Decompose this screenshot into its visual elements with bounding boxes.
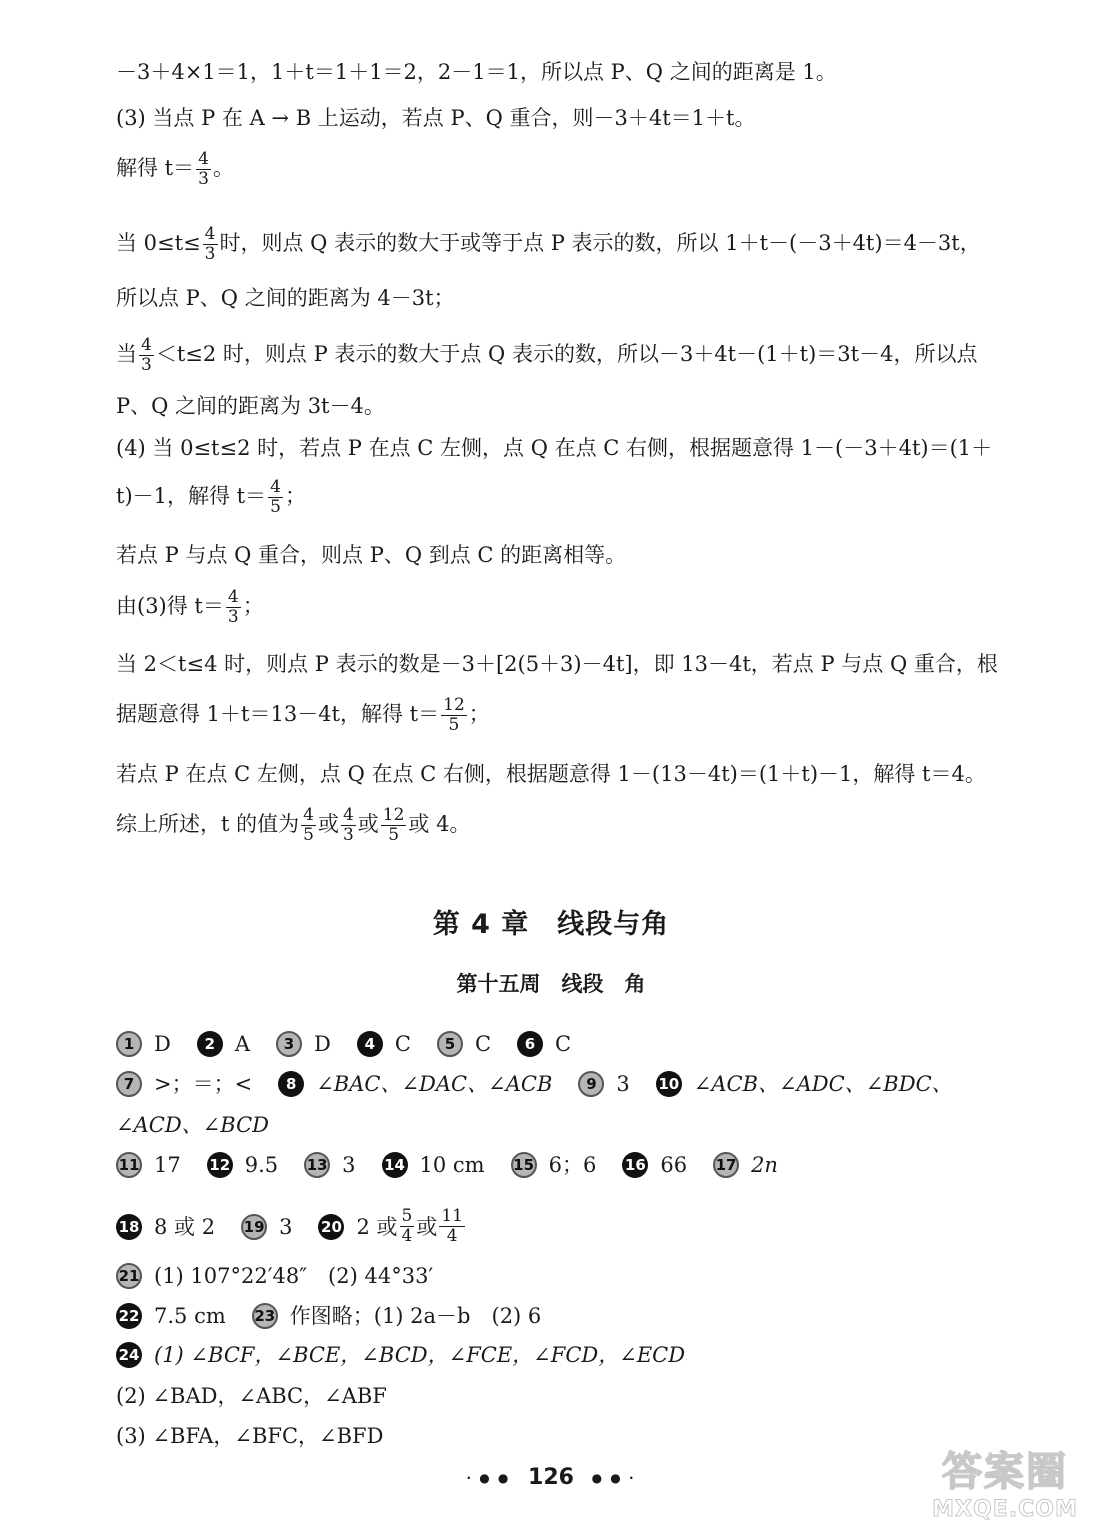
- answer-item: [116, 1262, 433, 1290]
- question-number-badge: 21: [116, 1263, 142, 1289]
- numerator: 4: [141, 335, 152, 355]
- answer-value: ∠ACD、∠BCD: [116, 1113, 269, 1137]
- question-number-badge: 14: [382, 1152, 408, 1178]
- question-number-badge: 4: [357, 1031, 383, 1057]
- answer-item: [207, 1151, 278, 1179]
- fraction: [439, 1207, 465, 1246]
- denominator: 3: [198, 169, 209, 189]
- solution-line-15: [116, 806, 1046, 845]
- answer-item: [116, 1302, 226, 1330]
- page-number: 126: [528, 1465, 574, 1490]
- answer-item: [517, 1030, 571, 1058]
- numerator: 4: [204, 224, 216, 244]
- numerator: 4: [227, 587, 239, 607]
- question-number-badge: 24: [116, 1342, 142, 1368]
- question-number-badge: 8: [278, 1071, 304, 1097]
- answer-item: [197, 1030, 250, 1058]
- numerator: 4: [342, 805, 354, 825]
- answer-row-7: [116, 1341, 711, 1369]
- solution-line-7: P、Q 之间的距离为 3t－4。: [116, 394, 385, 418]
- solution-line-11: [116, 588, 1046, 627]
- answer-item: [382, 1151, 485, 1179]
- answer-value: (1) 107°22′48″ (2) 44°33′: [154, 1264, 434, 1288]
- answer-row-4: [116, 1207, 493, 1246]
- answer-row-2: [116, 1070, 953, 1098]
- answer-value: 3: [342, 1153, 356, 1177]
- watermark: [920, 1440, 1090, 1530]
- text: 由(3)得 t＝: [116, 594, 224, 618]
- question-number-badge: 5: [437, 1031, 463, 1057]
- answer-value: 9.5: [244, 1153, 279, 1177]
- week-title: 第十五周 线段 角: [456, 972, 646, 996]
- answer-item: [116, 1030, 171, 1058]
- fraction: [268, 478, 283, 517]
- answer-item: [437, 1030, 491, 1058]
- numerator: 4: [303, 805, 314, 825]
- solution-line-10: 若点 P 与点 Q 重合，则点 P、Q 到点 C 的距离相等。: [116, 543, 627, 567]
- answer-value: >；＝；<: [154, 1072, 253, 1096]
- question-number-badge: 10: [656, 1071, 682, 1097]
- answer-item: [278, 1070, 552, 1098]
- text: 或: [317, 812, 339, 836]
- denominator: 5: [388, 825, 400, 845]
- answer-item: [656, 1070, 953, 1098]
- text: 时，则点 Q 表示的数大于或等于点 P 表示的数，所以 1＋t－(－3＋4t)＝4－3t，: [219, 231, 981, 255]
- denominator: 5: [448, 715, 460, 735]
- answer-item: [622, 1151, 687, 1179]
- numerator: 4: [198, 149, 209, 169]
- answer-value: C: [555, 1032, 572, 1056]
- answer-value: (1) ∠BCF，∠BCE，∠BCD，∠FCE，∠FCD，∠ECD: [154, 1343, 686, 1367]
- text: 综上所述，t 的值为: [116, 812, 300, 836]
- denominator: 3: [141, 355, 152, 375]
- answer-value: 3: [279, 1214, 293, 1239]
- question-number-badge: 18: [116, 1214, 142, 1240]
- answer-item: [252, 1302, 542, 1330]
- answer-row-3: [116, 1151, 804, 1179]
- numerator: 12: [382, 805, 405, 825]
- question-number-badge: 16: [622, 1152, 648, 1178]
- text: 或: [357, 812, 379, 836]
- question-number-badge: 6: [517, 1031, 543, 1057]
- fraction: [196, 150, 211, 189]
- question-number-badge: 15: [511, 1152, 537, 1178]
- answer-value: 8 或 2: [154, 1214, 216, 1239]
- answer-item: [713, 1151, 778, 1179]
- text: ；: [284, 484, 306, 508]
- answer-value: 作图略；(1) 2a－b (2) 6: [289, 1304, 542, 1328]
- question-number-badge: 12: [207, 1152, 233, 1178]
- answer-item: [511, 1151, 597, 1179]
- text: ；: [468, 702, 490, 726]
- question-number-badge: 7: [116, 1071, 142, 1097]
- text: 。: [212, 156, 234, 180]
- answer-value: 2 或: [356, 1214, 398, 1239]
- answer-value: 3: [616, 1072, 630, 1096]
- numerator: 12: [443, 695, 465, 715]
- denominator: 4: [446, 1226, 458, 1246]
- text: t)－1，解得 t＝: [116, 484, 267, 508]
- denominator: 3: [342, 825, 354, 845]
- answer-item: [276, 1030, 331, 1058]
- answer-item: [357, 1030, 411, 1058]
- answer-value: 2n: [751, 1153, 778, 1177]
- chapter-title: 第 4 章 线段与角: [432, 909, 670, 940]
- question-number-badge: 13: [304, 1152, 330, 1178]
- answer-row-5: [116, 1262, 459, 1290]
- answer-value: 6；6: [548, 1153, 597, 1177]
- answer-value: 7.5 cm: [154, 1304, 226, 1328]
- answer-item: [578, 1070, 629, 1098]
- watermark-url: MXQE.COM: [932, 1497, 1078, 1522]
- denominator: 3: [227, 607, 239, 627]
- question-number-badge: 23: [252, 1303, 278, 1329]
- answer-value: ∠BAC、∠DAC、∠ACB: [316, 1072, 553, 1096]
- fraction: [226, 588, 241, 627]
- question-number-badge: 2: [197, 1031, 223, 1057]
- answer-value: 17: [154, 1153, 181, 1177]
- answer-value: A: [234, 1032, 251, 1056]
- solution-line-9: [116, 478, 1046, 517]
- text: 或 4。: [408, 812, 471, 836]
- answer-item: [304, 1151, 355, 1179]
- question-number-badge: 1: [116, 1031, 142, 1057]
- answer-value: C: [474, 1032, 492, 1056]
- denominator: 3: [204, 244, 216, 264]
- answer-item: [241, 1213, 292, 1241]
- fraction: [139, 336, 154, 375]
- answer-row-6: [116, 1302, 567, 1330]
- fraction: [400, 1207, 415, 1246]
- answer-value: D: [154, 1032, 171, 1056]
- decorative-dots-icon: ● ● ·: [591, 1471, 636, 1485]
- answer-value: 66: [660, 1153, 688, 1177]
- text: ；: [242, 594, 264, 618]
- answer-value: C: [394, 1032, 411, 1056]
- answer-item: [116, 1213, 215, 1241]
- fraction: [381, 806, 407, 845]
- answer-value: 或: [416, 1214, 438, 1239]
- text: 当: [116, 342, 137, 366]
- solution-line-3: [116, 150, 1046, 189]
- denominator: 5: [270, 497, 281, 517]
- solution-line-2: (3) 当点 P 在 A → B 上运动，若点 P、Q 重合，则－3＋4t＝1＋t。: [116, 106, 756, 130]
- answer-item: [318, 1207, 467, 1246]
- question-number-badge: 11: [116, 1152, 142, 1178]
- question-number-badge: 20: [318, 1214, 344, 1240]
- question-number-badge: 17: [713, 1152, 739, 1178]
- solution-line-12: 当 2＜t≤4 时，则点 P 表示的数是－3＋[2(5＋3)－4t]，即 13－4t，若点 P 与点 Q 重合，根: [116, 652, 998, 676]
- fraction: [301, 806, 316, 845]
- question-number-badge: 9: [578, 1071, 604, 1097]
- solution-line-8: (4) 当 0≤t≤2 时，若点 P 在点 C 左侧，点 Q 在点 C 右侧，根据题意得 1－(－3＋4t)＝(1＋: [116, 436, 993, 460]
- text: 解得 t＝: [116, 156, 195, 180]
- solution-line-4: [116, 225, 1046, 264]
- numerator: 11: [441, 1206, 463, 1226]
- answer-value: D: [314, 1032, 331, 1056]
- numerator: 5: [401, 1206, 413, 1226]
- solution-line-14: 若点 P 在点 C 左侧，点 Q 在点 C 右侧，根据题意得 1－(13－4t)＝(1＋t)－1，解得 t＝4。: [116, 762, 986, 786]
- fraction: [203, 225, 218, 264]
- answer-row-8: (2) ∠BAD，∠ABC，∠ABF: [116, 1384, 387, 1408]
- denominator: 5: [303, 825, 314, 845]
- answer-row-9: (3) ∠BFA，∠BFC，∠BFD: [116, 1424, 384, 1448]
- question-number-badge: 3: [276, 1031, 302, 1057]
- solution-line-6: [116, 336, 1046, 375]
- text: 当 0≤t≤: [116, 231, 201, 255]
- answer-value: 10 cm: [419, 1153, 485, 1177]
- text: ＜t≤2 时，则点 P 表示的数大于点 Q 表示的数，所以－3＋4t－(1＋t)＝3t－4，所以点: [155, 342, 978, 366]
- watermark-text: 答案圈: [942, 1449, 1068, 1495]
- denominator: 4: [401, 1226, 413, 1246]
- answer-item: [116, 1341, 685, 1369]
- answer-item: [116, 1070, 252, 1098]
- numerator: 4: [270, 477, 281, 497]
- answer-row-2-continued: [116, 1111, 269, 1139]
- text: 据题意得 1＋t＝13－4t，解得 t＝: [116, 702, 440, 726]
- solution-line-13: [116, 696, 1046, 735]
- decorative-dots-icon: · ● ●: [466, 1471, 511, 1485]
- solution-line-1: －3＋4×1＝1，1＋t＝1＋1＝2，2－1＝1，所以点 P、Q 之间的距离是 1。: [116, 60, 837, 84]
- answer-row-1: [116, 1030, 597, 1058]
- solution-line-5: 所以点 P、Q 之间的距离为 4－3t；: [116, 286, 455, 310]
- answer-value: ∠ACB、∠ADC、∠BDC、: [693, 1072, 953, 1096]
- answer-item: [116, 1151, 181, 1179]
- question-number-badge: 19: [241, 1214, 267, 1240]
- question-number-badge: 22: [116, 1303, 142, 1329]
- fraction: [441, 696, 467, 735]
- fraction: [341, 806, 356, 845]
